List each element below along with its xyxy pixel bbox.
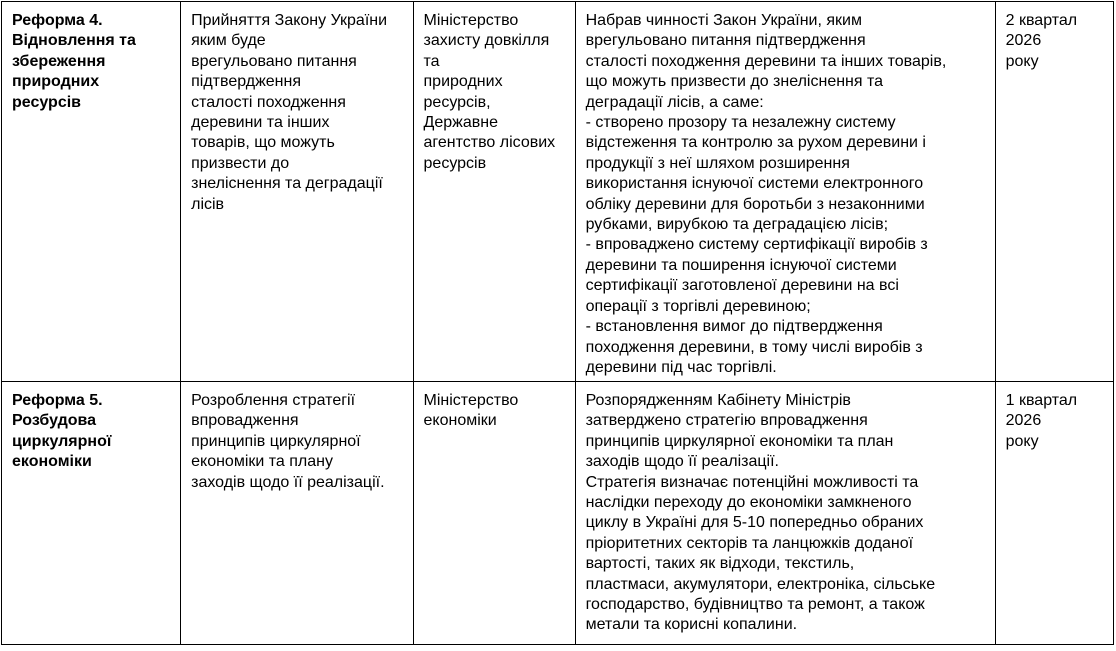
text-line: ресурсів,	[423, 93, 491, 111]
text-line: природних	[12, 73, 100, 91]
text-line: знеліснення та деградації	[191, 175, 383, 193]
text-line: агентство лісових	[423, 134, 556, 152]
text-line: та	[423, 52, 440, 70]
text-line: збереження	[12, 52, 106, 70]
text-line: 2026	[1005, 32, 1042, 50]
table-row	[2, 382, 1114, 645]
text-line: Набрав чинності Закон України, яким	[585, 12, 862, 29]
text-line: впровадження	[191, 412, 299, 430]
responsible-cell	[413, 382, 575, 645]
text-line: яким буде	[191, 32, 266, 50]
text-line: - встановлення вимог до підтвердження	[585, 318, 883, 336]
text-line: затверджено стратегію впровадження	[585, 412, 868, 430]
reforms-table	[1, 1, 1114, 645]
text-line: - впроваджено систему сертифікації виробів з	[585, 236, 928, 254]
text-line: Стратегія визначає потенційні можливості та	[585, 473, 919, 491]
text-line: Міністерство	[423, 392, 519, 409]
text-line: Розроблення стратегії	[191, 392, 356, 409]
text-line: Реформа 5.	[12, 392, 103, 409]
text-line: Міністерство	[423, 12, 519, 29]
text-line: деревини та поширення існуючої системи	[585, 256, 897, 274]
text-line: обліку деревини для боротьби з незаконними	[585, 195, 925, 213]
text-line: врегульовано питання підтвердження	[585, 32, 866, 50]
text-line: врегульовано питання	[191, 52, 357, 70]
text-line: продукції з неї шляхом розширення	[585, 154, 850, 172]
text-line: 2 квартал	[1005, 12, 1078, 29]
indicator-cell	[575, 2, 995, 382]
text-line: 2026	[1005, 412, 1042, 430]
text-line: року	[1005, 432, 1039, 450]
text-line: сталості походження деревини та інших товарів,	[585, 52, 947, 70]
text-line: економіки	[423, 412, 497, 430]
text-line: що можуть призвести до знеліснення та	[585, 73, 884, 91]
text-line: економіки	[12, 453, 92, 471]
text-line: - створено прозору та незалежну систему	[585, 114, 896, 132]
text-line: ресурсів	[423, 154, 487, 172]
text-line: операції з торгівлі деревиною;	[585, 297, 811, 315]
text-line: деревини та інших	[191, 114, 330, 132]
text-line: деградації лісів, а саме:	[585, 93, 764, 111]
text-line: заходів щодо її реалізації.	[191, 473, 385, 491]
text-line: принципів циркулярної	[191, 432, 361, 450]
text-line: року	[1005, 52, 1039, 70]
text-line: Державне	[423, 114, 498, 132]
text-line: Реформа 4.	[12, 12, 103, 29]
text-line: циклу в Україні для 5-10 попередньо обраних	[585, 514, 924, 532]
indicator-cell	[575, 382, 995, 645]
text-line: господарство, будівництво та ремонт, а також	[585, 596, 925, 614]
responsible-cell	[413, 2, 575, 382]
text-line: Відновлення та	[12, 32, 136, 50]
text-line: пластмаси, акумулятори, електроніка, сільське	[585, 575, 936, 593]
text-line: метали та корисні копалини.	[585, 616, 798, 634]
text-line: сертифікації заготовленої деревини на всі	[585, 277, 899, 295]
reform-title-cell	[2, 382, 181, 645]
text-line: використання існуючої системи електронного	[585, 175, 924, 193]
text-line: пріоритетних секторів та ланцюжків доданої	[585, 534, 914, 552]
deadline-cell	[995, 382, 1113, 645]
text-line: 1 квартал	[1005, 392, 1078, 409]
text-line: Прийняття Закону України	[191, 12, 388, 29]
text-line: деревини під час торгівлі.	[585, 358, 777, 376]
text-line: походження деревини, в тому числі виробів з	[585, 338, 923, 356]
text-line: сталості походження	[191, 93, 346, 111]
text-line: відстеження та контролю за рухом деревини і	[585, 134, 926, 152]
text-line: призвести до	[191, 154, 290, 172]
text-line: природних	[423, 73, 503, 91]
text-line: захисту довкілля	[423, 32, 550, 50]
table-row	[2, 2, 1114, 382]
text-line: циркулярної	[12, 432, 112, 450]
text-line: наслідки переходу до економіки замкненого	[585, 494, 912, 512]
measure-cell	[181, 2, 413, 382]
deadline-cell	[995, 2, 1113, 382]
text-line: Розбудова	[12, 412, 97, 430]
text-line: економіки та плану	[191, 453, 333, 471]
text-line: принципів циркулярної економіки та план	[585, 432, 894, 450]
text-line: підтвердження	[191, 73, 302, 91]
text-line: товарів, що можуть	[191, 134, 335, 152]
text-line: лісів	[191, 195, 225, 213]
text-line: Розпорядженням Кабінету Міністрів	[585, 392, 851, 409]
text-line: рубками, вирубкою та деградацією лісів;	[585, 216, 889, 234]
text-line: ресурсів	[12, 93, 81, 111]
measure-cell	[181, 382, 413, 645]
text-line: вартості, таких як відходи, текстиль,	[585, 555, 855, 573]
text-line: заходів щодо її реалізації.	[585, 453, 779, 471]
reform-title-cell	[2, 2, 181, 382]
